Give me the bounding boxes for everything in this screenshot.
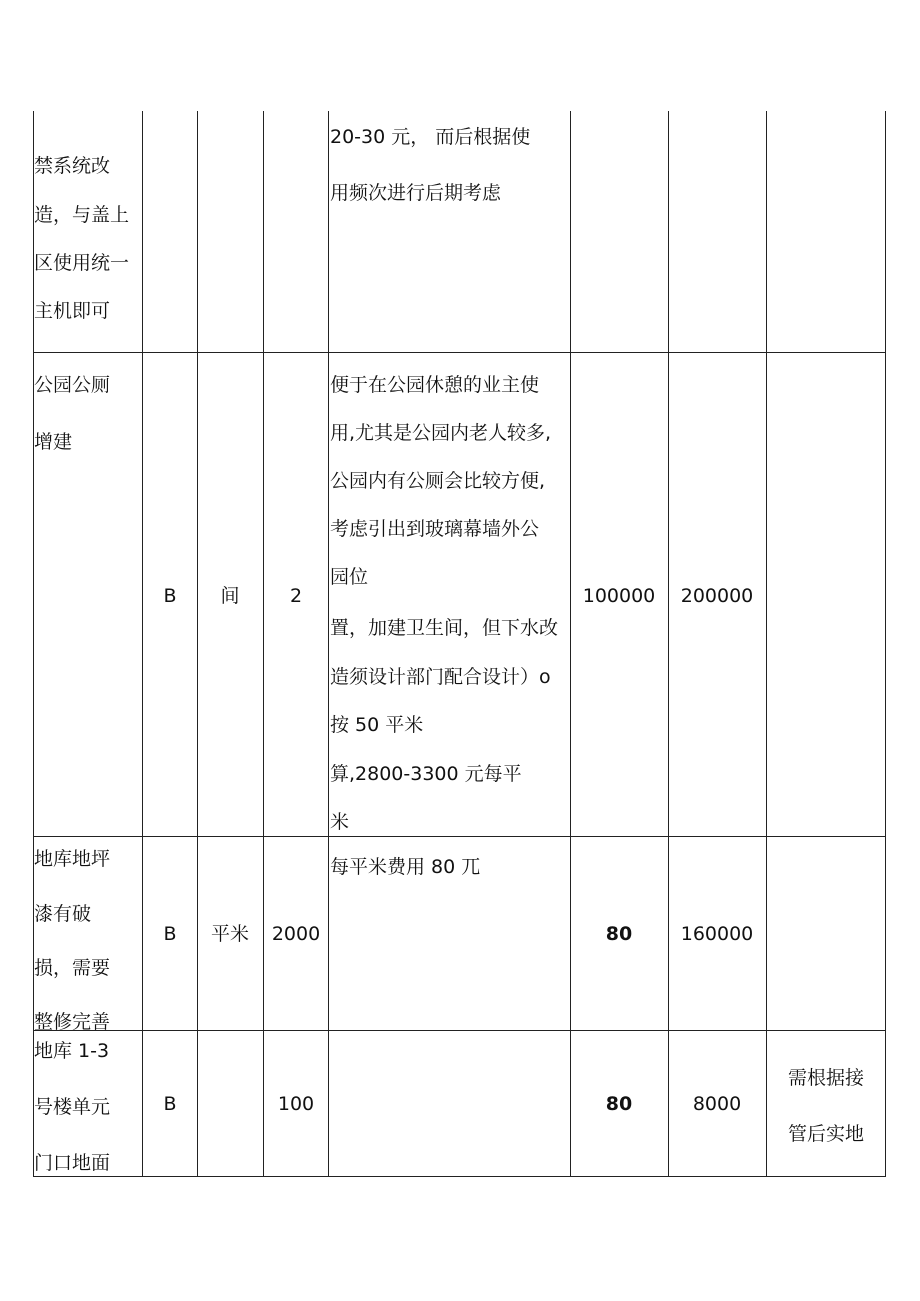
note-cell-line: 园位: [330, 566, 369, 588]
unit-cell: 间: [220, 585, 240, 607]
item-cell-line: 区使用统一: [34, 252, 130, 274]
unit-cell: 平米: [210, 923, 250, 945]
note-cell-line: 每平米费用 80 兀: [330, 856, 481, 878]
column-divider: [668, 111, 669, 1177]
remark-cell-line: 管后实地: [787, 1123, 865, 1145]
item-cell-line: 主机即可: [34, 300, 111, 322]
note-cell-line: 造须设计部门配合设计）o: [330, 666, 551, 688]
total-cell: 200000: [680, 585, 754, 607]
row-divider: [33, 352, 886, 353]
note-cell-line: 用,尤其是公园内老人较多,: [330, 422, 552, 444]
item-cell-line: 损，需要: [34, 957, 111, 979]
note-cell-line: 米: [330, 811, 350, 833]
note-cell-line: 20-30 元， 而后根据使: [330, 126, 531, 148]
remark-cell-line: 需根据接: [787, 1067, 865, 1089]
note-cell-line: 置，加建卫生间，但下水改: [330, 617, 559, 639]
row-divider: [33, 836, 886, 837]
total-cell: 160000: [680, 923, 754, 945]
item-cell-line: 禁系统改: [34, 155, 111, 177]
item-cell-clipped-line: [34, 1000, 142, 1030]
item-cell-line: 公园公厕: [34, 374, 111, 396]
table-border-bottom: [33, 1176, 886, 1177]
total-cell: 8000: [692, 1093, 742, 1115]
item-cell-line: 门口地面: [34, 1152, 111, 1174]
item-cell-line: 增建: [34, 431, 73, 453]
note-cell-line: 考虑引出到玻璃幕墙外公: [330, 518, 540, 540]
column-divider: [328, 111, 329, 1177]
item-cell-line: 造，与盖上: [34, 204, 130, 226]
note-cell-line: 用频次进行后期考虑: [330, 182, 502, 204]
item-cell-line: 漆有破: [34, 903, 92, 925]
note-cell-line: 按 50 平米: [330, 714, 424, 736]
column-divider: [197, 111, 198, 1177]
quantity-cell: 100: [277, 1093, 315, 1115]
item-cell-line: 整修完善: [34, 1011, 111, 1030]
quantity-cell: 2000: [271, 923, 321, 945]
column-divider: [766, 111, 767, 1177]
item-cell-line: 号楼单元: [34, 1096, 111, 1118]
grade-cell: B: [163, 923, 177, 945]
row-divider: [33, 1030, 886, 1031]
unit-price-cell: 100000: [582, 585, 656, 607]
item-cell-line: 地库地坪: [34, 848, 111, 870]
note-cell-line: 算,2800-3300 元每平: [330, 763, 522, 785]
quantity-cell: 2: [289, 585, 303, 607]
note-cell-line: 公园内有公厕会比较方便,: [330, 470, 546, 492]
note-cell-line: 便于在公园休憩的业主使: [330, 374, 540, 396]
grade-cell: B: [163, 585, 177, 607]
unit-price-cell: 80: [605, 1093, 633, 1115]
grade-cell: B: [163, 1093, 177, 1115]
column-divider: [263, 111, 264, 1177]
column-divider: [142, 111, 143, 1177]
item-cell-line: 地库 1-3: [34, 1040, 110, 1062]
column-divider: [570, 111, 571, 1177]
unit-price-cell: 80: [605, 923, 633, 945]
table-border-right: [885, 111, 886, 1177]
